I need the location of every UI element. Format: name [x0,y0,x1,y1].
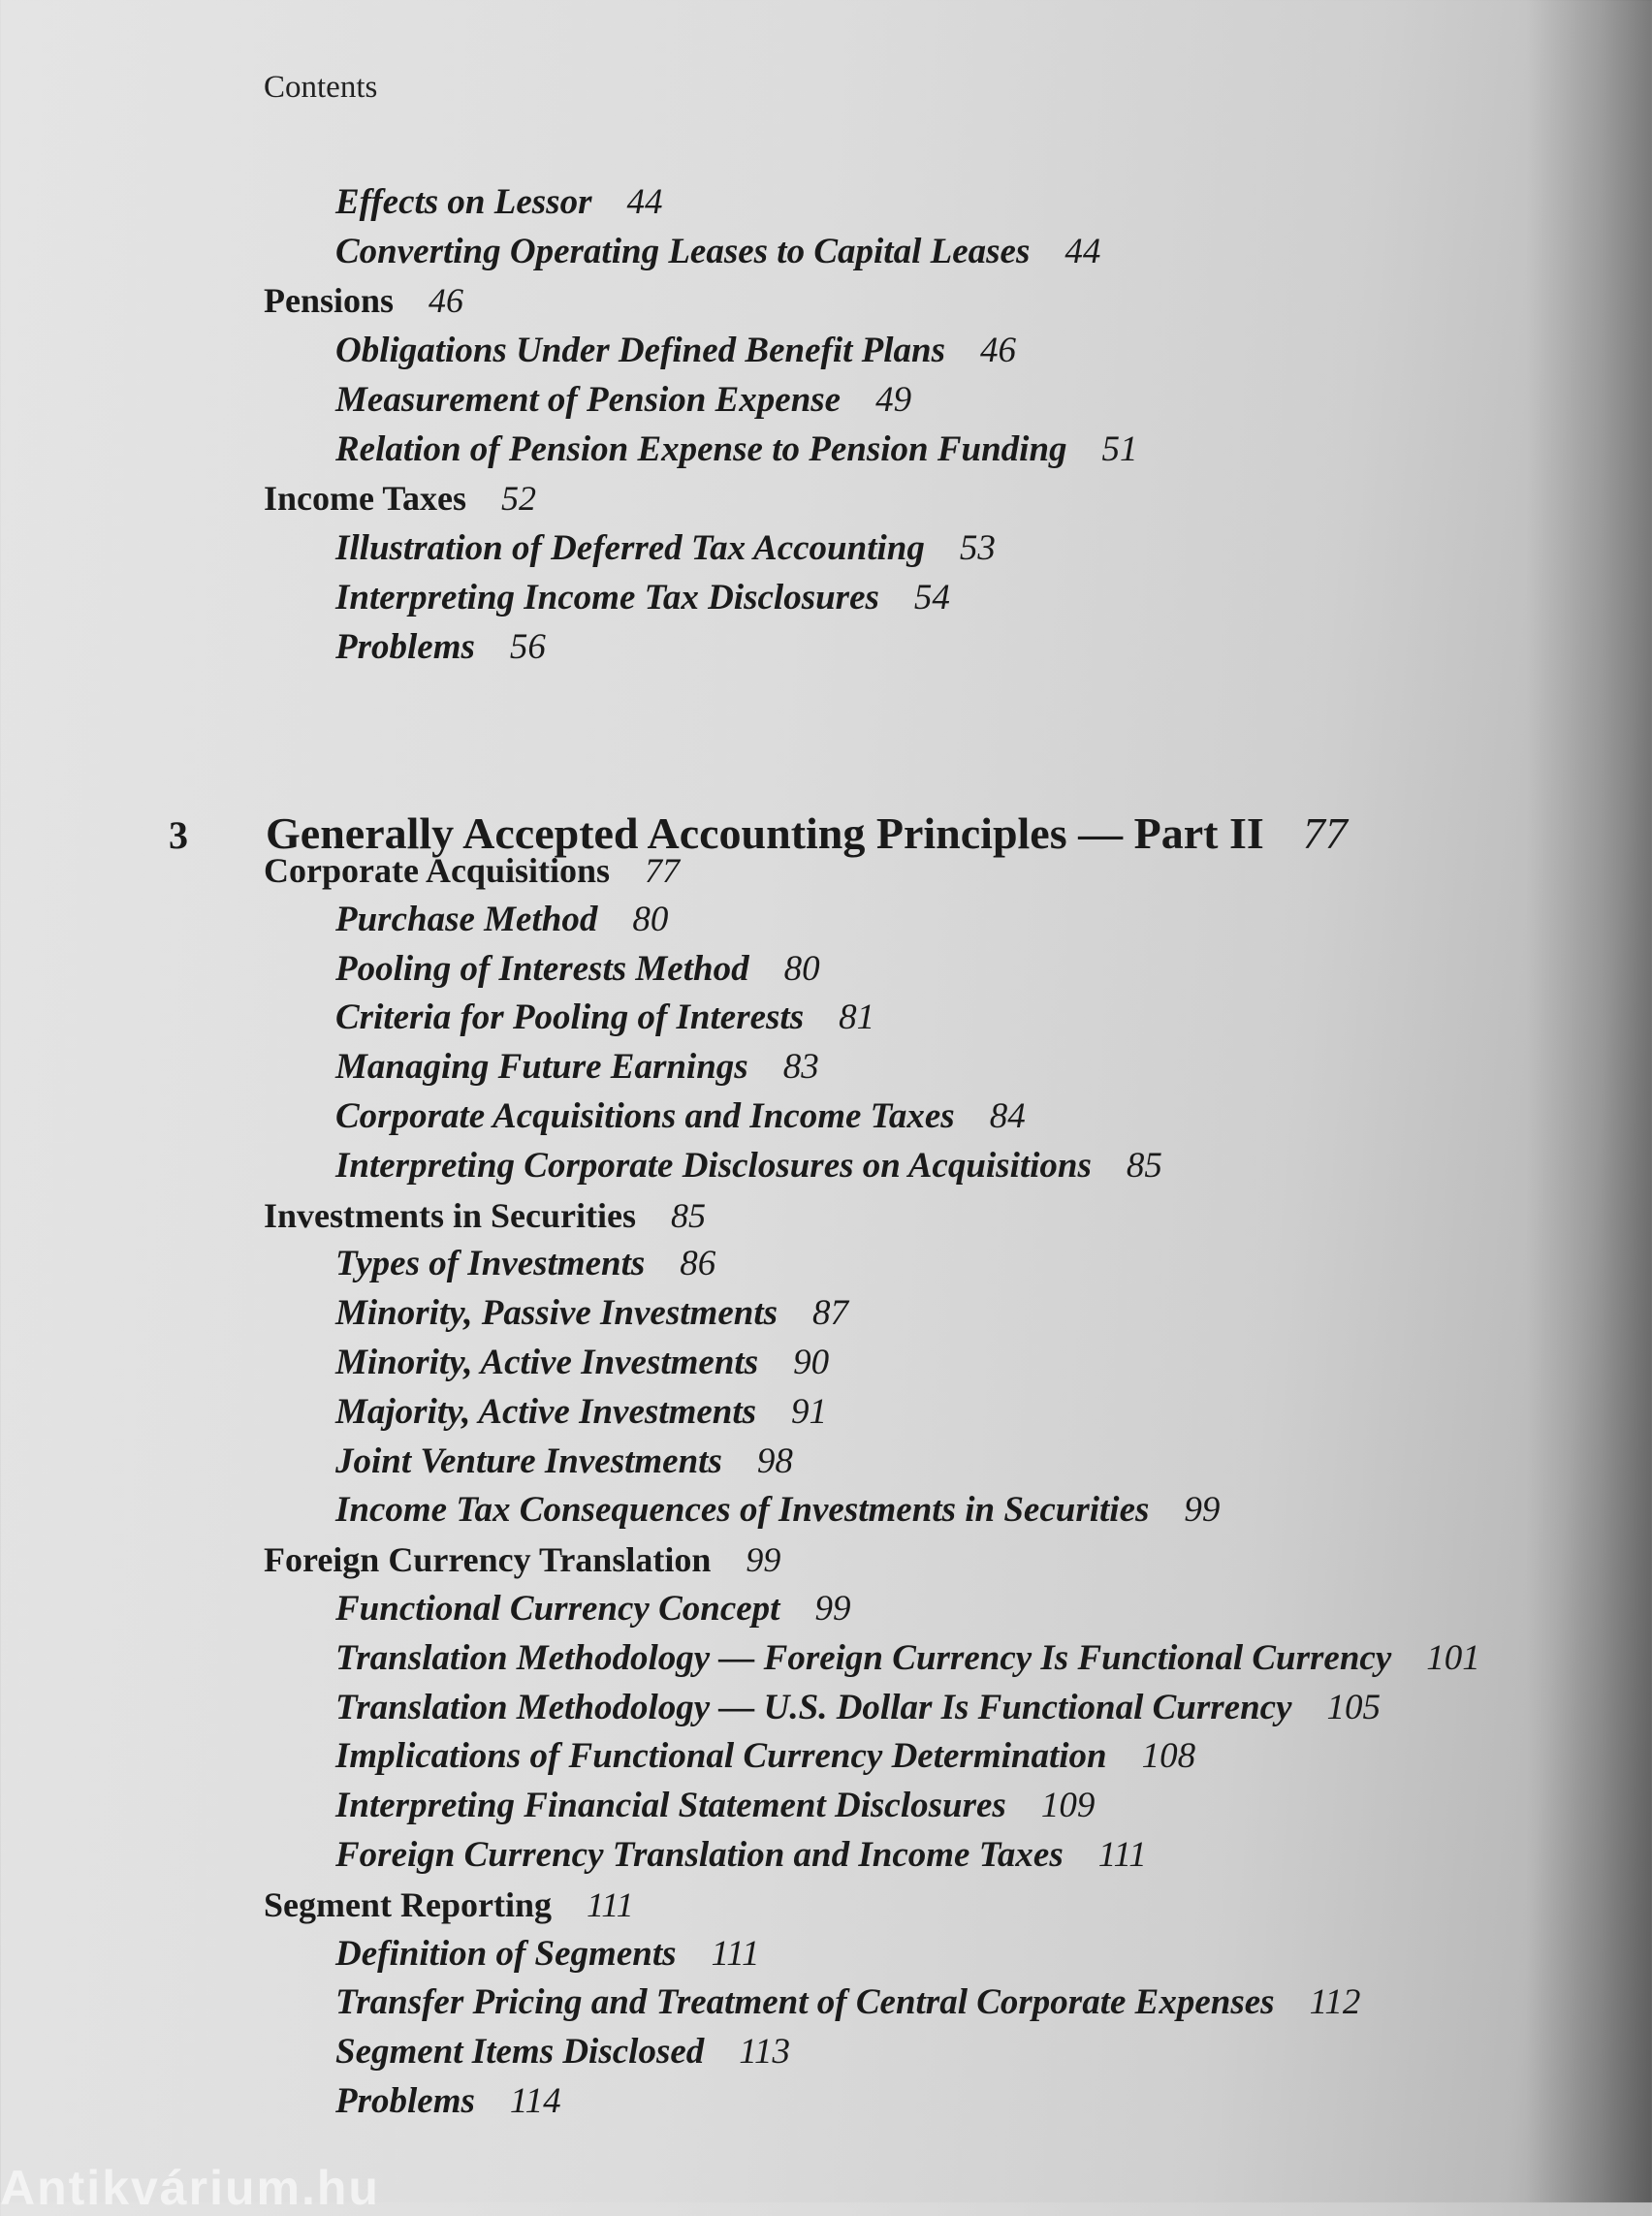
toc-entry-label: Problems [335,627,475,667]
toc-subsection-entry [264,994,1621,1043]
toc-subsection-entry [264,573,1621,622]
toc-entry-label: Minority, Passive Investments [335,1293,778,1334]
toc-entry-label: Definition of Segments [335,1933,677,1974]
toc-entry-page: 111 [1097,1834,1147,1875]
toc-subsection-entry [264,945,1621,995]
toc-subsection-entry [264,227,1621,276]
toc-section-entry [264,846,1621,896]
toc-entry-label: Purchase Method [335,899,598,939]
toc-section-entry [264,276,1621,326]
toc-entry-page: 90 [793,1342,830,1382]
toc-subsection-entry [264,1043,1621,1092]
toc-subsection-entry [264,177,1621,227]
toc-subsection-entry [264,1339,1621,1388]
toc-subsection-entry [264,1289,1621,1339]
toc-section-entry [264,474,1621,523]
toc-entry-page: 80 [632,899,669,939]
toc-entry-page: 84 [989,1095,1026,1136]
toc-entry-page: 113 [739,2032,791,2073]
toc-entry-page: 77 [645,851,681,890]
toc-entry-label: Interpreting Corporate Disclosures on Acquisitions [335,1145,1092,1186]
toc-entry-page: 49 [875,380,912,420]
toc-entry-page: 56 [509,627,546,667]
toc-entry-label: Pooling of Interests Method [335,948,749,989]
toc-entry-page: 99 [746,1540,781,1580]
toc-entry-page: 114 [509,2080,561,2121]
toc-subsection-entry [264,1142,1621,1191]
toc-entry-page: 98 [756,1440,793,1481]
toc-subsection-entry [264,1240,1621,1289]
chapter-number: 3 [169,813,188,857]
toc-entry-label: Corporate Acquisitions [264,851,611,890]
toc-entry-label: Relation of Pension Expense to Pension Funding [335,429,1067,469]
toc-entry-label: Effects on Lessor [335,182,592,222]
toc-entry-page: 109 [1040,1786,1096,1826]
toc-entry-page: 91 [791,1391,828,1432]
toc-entry-page: 111 [711,1933,760,1974]
toc-entry-label: Income Taxes [264,479,467,518]
toc-entry-label: Income Tax Consequences of Investments in Securities [335,1490,1150,1531]
toc-subsection-entry [264,425,1621,474]
toc-entry-label: Interpreting Financial Statement Disclosures [335,1786,1006,1826]
toc-entry-page: 111 [586,1884,634,1924]
toc-subsection-entry [264,1585,1621,1634]
toc-entry-label: Transfer Pricing and Treatment of Central Corporate Expenses [335,1982,1275,2023]
chapter-title: Generally Accepted Accounting Principles — Part II [266,808,1264,858]
toc-entry-label: Majority, Active Investments [335,1391,757,1432]
toc-entry-page: 81 [839,997,875,1038]
watermark: Antikvárium.hu [0,2161,380,2215]
toc-subsection-entry [264,375,1621,425]
toc-block-continued [264,177,1621,672]
toc-entry-label: Managing Future Earnings [335,1047,748,1088]
toc-entry-page: 83 [782,1047,819,1088]
toc-subsection-entry [264,1782,1621,1831]
toc-entry-label: Translation Methodology — Foreign Currency Is Functional Currency [335,1637,1392,1678]
toc-entry-page: 112 [1309,1982,1361,2023]
toc-entry-label: Translation Methodology — U.S. Dollar Is Functional Currency [335,1687,1292,1727]
toc-entry-page: 87 [812,1293,848,1334]
toc-entry-page: 86 [680,1244,716,1284]
toc-entry-label: Segment Items Disclosed [335,2032,705,2073]
toc-subsection-entry [264,1388,1621,1438]
toc-entry-label: Joint Venture Investments [335,1440,722,1481]
toc-subsection-entry [264,1634,1621,1684]
toc-entry-page: 80 [783,948,820,989]
toc-entry-label: Problems [335,2080,475,2121]
toc-entry-label: Functional Currency Concept [335,1588,780,1629]
toc-subsection-entry [264,1438,1621,1487]
toc-entry-page: 53 [959,528,996,568]
toc-entry-label: Obligations Under Defined Benefit Plans [335,331,946,370]
toc-entry-page: 46 [980,331,1017,370]
toc-entry-label: Types of Investments [335,1244,646,1284]
toc-entry-label: Segment Reporting [264,1884,552,1924]
toc-entry-page: 46 [429,281,464,320]
toc-entry-label: Foreign Currency Translation [264,1540,712,1580]
toc-subsection-entry [264,1684,1621,1733]
toc-entry-page: 51 [1101,429,1138,469]
toc-entry-page: 105 [1326,1687,1381,1727]
toc-entry-label: Corporate Acquisitions and Income Taxes [335,1095,955,1136]
toc-entry-label: Criteria for Pooling of Interests [335,997,805,1038]
toc-entry-page: 99 [814,1588,851,1629]
toc-subsection-entry [264,1930,1621,1979]
toc-entry-page: 85 [670,1195,706,1235]
toc-block-chapter-3 [264,846,1621,2127]
toc-subsection-entry [264,2077,1621,2127]
toc-entry-page: 85 [1126,1145,1162,1186]
toc-entry-page: 101 [1426,1637,1480,1678]
toc-subsection-entry [264,1831,1621,1881]
toc-subsection-entry [264,622,1621,672]
toc-entry-label: Converting Operating Leases to Capital Leases [335,232,1031,271]
toc-section-entry [264,1535,1621,1585]
toc-subsection-entry [264,523,1621,573]
toc-entry-label: Interpreting Income Tax Disclosures [335,578,879,617]
toc-entry-label: Foreign Currency Translation and Income Taxes [335,1834,1064,1875]
running-header: Contents [264,70,378,105]
toc-subsection-entry [264,896,1621,945]
toc-subsection-entry [264,1979,1621,2028]
toc-subsection-entry [264,1486,1621,1535]
toc-entry-label: Investments in Securities [264,1195,636,1235]
toc-entry-page: 99 [1184,1490,1221,1531]
toc-entry-label: Minority, Active Investments [335,1342,759,1382]
toc-section-entry [264,1881,1621,1930]
toc-entry-label: Illustration of Deferred Tax Accounting [335,528,925,568]
toc-entry-label: Pensions [264,281,395,320]
toc-subsection-entry [264,2028,1621,2077]
chapter-page-number: 77 [1302,808,1348,858]
toc-subsection-entry [264,326,1621,375]
toc-entry-label: Measurement of Pension Expense [335,380,842,420]
toc-subsection-entry [264,1092,1621,1142]
toc-entry-page: 108 [1141,1736,1196,1777]
toc-section-entry [264,1191,1621,1241]
toc-entry-page: 44 [1064,232,1101,271]
toc-subsection-entry [264,1732,1621,1782]
toc-entry-page: 52 [501,479,537,518]
toc-entry-label: Implications of Functional Currency Determination [335,1736,1107,1777]
toc-entry-page: 54 [913,578,950,617]
toc-entry-page: 44 [626,182,663,222]
